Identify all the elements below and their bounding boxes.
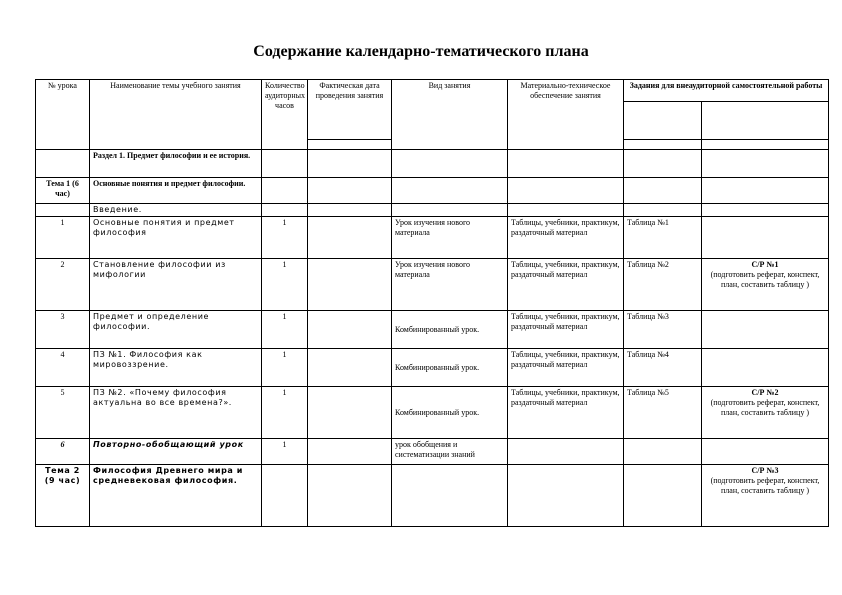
row-type: Комбинированный урок. <box>392 349 508 387</box>
row-table: Таблица №3 <box>624 311 702 349</box>
table-row <box>36 259 829 311</box>
task-text: (подготовить реферат, конспект, план, составить таблицу ) <box>710 398 820 417</box>
table-row <box>36 387 829 439</box>
header-hours: Количество аудиторных часов <box>262 80 308 150</box>
row-num: 4 <box>36 349 90 387</box>
theme2-label: Тема 2 (9 час) <box>36 465 90 527</box>
task-text: (подготовить реферат, конспект, план, составить таблицу ) <box>710 476 820 495</box>
task-title: С/Р №2 <box>751 388 779 397</box>
header-date-sub <box>308 140 392 150</box>
row-material: Таблицы, учебники, практикум, раздаточный материал <box>508 217 624 259</box>
row-material: Таблицы, учебники, практикум, раздаточный материал <box>508 349 624 387</box>
row-material: Таблицы, учебники, практикум, раздаточный материал <box>508 311 624 349</box>
header-task-cell-2 <box>702 102 829 140</box>
plan-table <box>35 79 829 527</box>
row-topic: Становление философии из мифологии <box>90 259 262 311</box>
theme1-title: Основные понятия и предмет философии. <box>90 178 262 204</box>
header-num: № урока <box>36 80 90 150</box>
row-num: 2 <box>36 259 90 311</box>
theme1-label: Тема 1 (6 час) <box>36 178 90 204</box>
row-hours: 1 <box>262 311 308 349</box>
row-topic: Основные понятия и предмет философия <box>90 217 262 259</box>
header-task-cell-1 <box>624 102 702 140</box>
table-row <box>36 311 829 349</box>
table-row <box>36 217 829 259</box>
header-type: Вид занятия <box>392 80 508 150</box>
header-row <box>36 80 829 102</box>
row-type: Урок изучения нового материала <box>392 259 508 311</box>
header-tasks: Задания для внеаудиторной самостоятельной работы <box>624 80 829 102</box>
row-topic: Предмет и определение философии. <box>90 311 262 349</box>
header-task-sub-2 <box>702 140 829 150</box>
page-title: Содержание календарно-тематического плана <box>253 43 589 60</box>
row-num: 3 <box>36 311 90 349</box>
task-text: (подготовить реферат, конспект, план, составить таблицу ) <box>710 270 820 289</box>
row-type: Комбинированный урок. <box>392 387 508 439</box>
theme-row <box>36 178 829 204</box>
row-material: Таблицы, учебники, практикум, раздаточный материал <box>508 387 624 439</box>
table-row <box>36 439 829 465</box>
row-num: 6 <box>36 439 90 465</box>
task-title: С/Р №3 <box>751 466 779 475</box>
row-type: Комбинированный урок. <box>392 311 508 349</box>
header-date: Фактическая дата проведения занятия <box>308 80 392 140</box>
row-task <box>702 387 829 439</box>
row-material: Таблицы, учебники, практикум, раздаточный материал <box>508 259 624 311</box>
row-topic: ПЗ №2. «Почему философия актуальна во все времена?». <box>90 387 262 439</box>
row-topic: Повторно-обобщающий урок <box>90 439 262 465</box>
row-hours: 1 <box>262 349 308 387</box>
table-row <box>36 349 829 387</box>
intro-row <box>36 204 829 217</box>
row-table: Таблица №4 <box>624 349 702 387</box>
row-table: Таблица №1 <box>624 217 702 259</box>
row-task <box>702 465 829 527</box>
section-row <box>36 150 829 178</box>
row-table: Таблица №5 <box>624 387 702 439</box>
row-type: Урок изучения нового материала <box>392 217 508 259</box>
task-title: С/Р №1 <box>751 260 779 269</box>
section-title: Раздел 1. Предмет философии и ее история. <box>90 150 262 178</box>
header-task-sub-1 <box>624 140 702 150</box>
row-type: урок обобщения и систематизации знаний <box>392 439 508 465</box>
row-hours: 1 <box>262 217 308 259</box>
theme2-row <box>36 465 829 527</box>
header-topic: Наименование темы учебного занятия <box>90 80 262 150</box>
row-table: Таблица №2 <box>624 259 702 311</box>
theme1-intro: Введение. <box>90 204 262 217</box>
row-hours: 1 <box>262 259 308 311</box>
theme2-title: Философия Древнего мира и средневековая философия. <box>90 465 262 527</box>
row-hours: 1 <box>262 387 308 439</box>
row-topic: ПЗ №1. Философия как мировоззрение. <box>90 349 262 387</box>
header-material: Материально-техническое обеспечение занятия <box>508 80 624 150</box>
row-hours: 1 <box>262 439 308 465</box>
row-task <box>702 259 829 311</box>
row-num: 5 <box>36 387 90 439</box>
row-num: 1 <box>36 217 90 259</box>
